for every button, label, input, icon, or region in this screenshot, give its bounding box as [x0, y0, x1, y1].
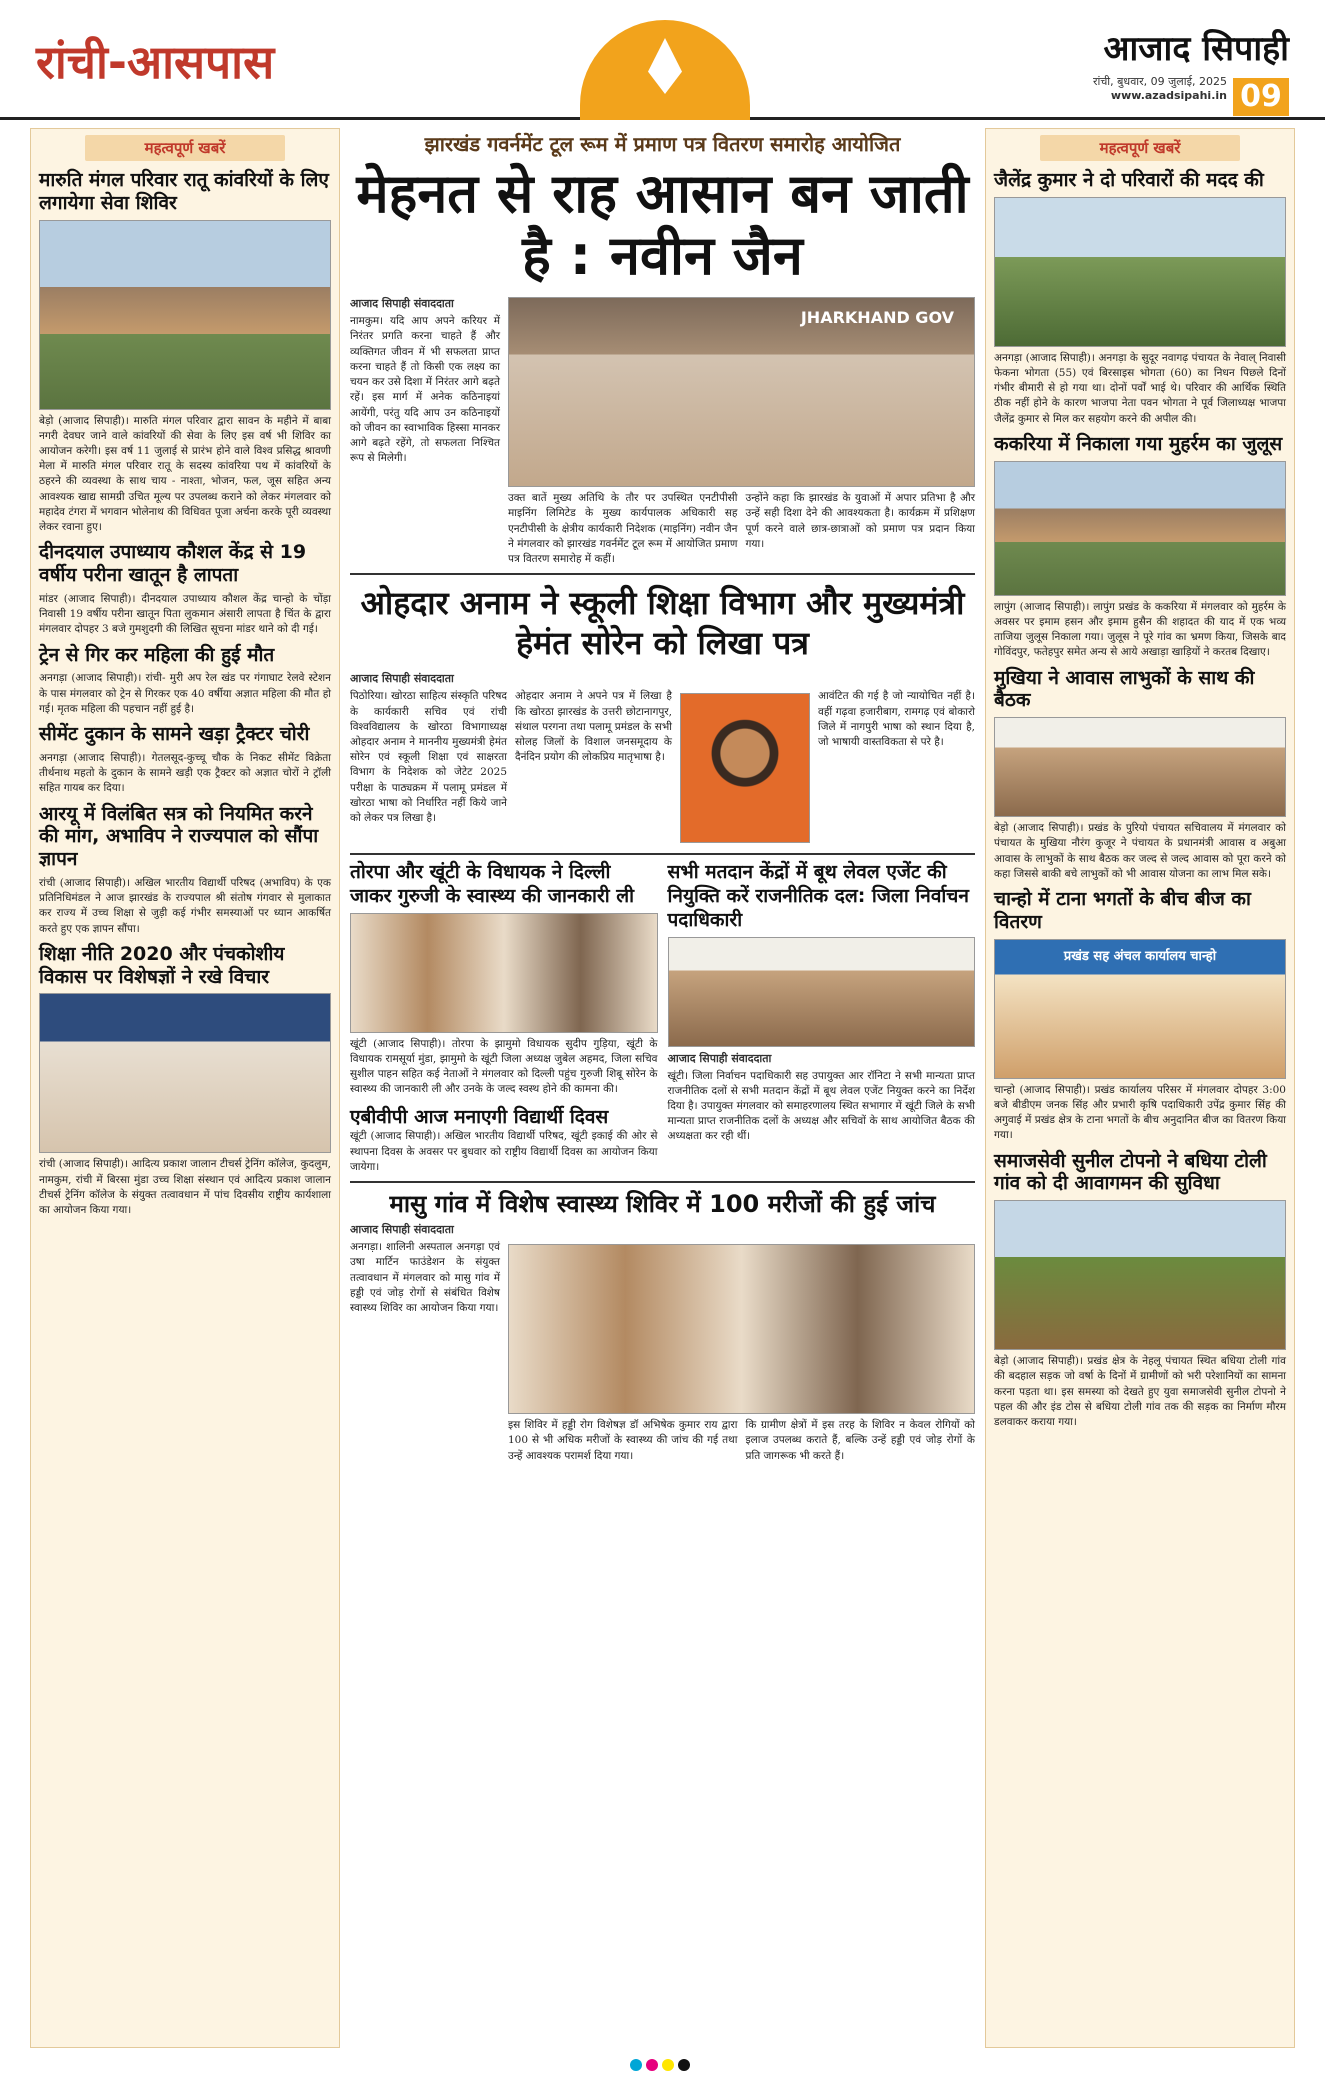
lead-kicker: झारखंड गवर्नमेंट टूल रूम में प्रमाण पत्र वितरण समारोह आयोजित — [424, 132, 901, 156]
story-headline[interactable]: मासु गांव में विशेष स्वास्थ्य शिविर में 100 मरीजों की हुई जांच — [389, 1190, 936, 1219]
byline: आजाद सिपाही संवाददाता — [350, 1223, 454, 1237]
story-body: आवंटित की गई है जो न्यायोचित नहीं है। वहीं गढ़वा हजारीबाग, रामगढ़ एवं बोकारो जिले में नागपुरी भाषा को स्थान दिया है, जो भाषायी वास्तविकता से परे है। — [818, 690, 975, 748]
story-headline[interactable]: सभी मतदान केंद्रों में बूथ लेवल एजेंट की नियुक्ति करें राजनीतिक दल: जिला निर्वाचन पदाधिकारी — [667, 861, 969, 931]
story-body: इस शिविर में हड्डी रोग विशेषज्ञ डॉ अभिषेक कुमार राय द्वारा 100 से भी अधिक मरीजों के स्वास्थ्य की जांच की गई तथा उन्हें आवश्यक परामर्श दिया गया। — [508, 1419, 738, 1462]
story-headline[interactable]: सीमेंट दुकान के सामने खड़ा ट्रैक्टर चोरी — [39, 723, 310, 746]
story-photo — [994, 939, 1286, 1079]
story-photo — [39, 993, 331, 1153]
story-headline[interactable]: चान्हो में टाना भगतों के बीच बीज का वितरण — [994, 888, 1251, 933]
story-body: अनगड़ा (आजाद सिपाही)। रांची- मुरी अप रेल खंड पर गंगाघाट रेलवे स्टेशन के पास मंगलवार को ट्रेन से गिरकर एक 40 वर्षीया अज्ञात महिला की मौत हो गई। मृतक महिला की पहचान नहीं हुई है। — [39, 672, 331, 715]
center-news-column — [350, 128, 975, 2048]
story-body: ओहदार अनाम ने अपने पत्र में लिखा है कि खोरठा झारखंड के उत्तरी छोटानागपुर, संथाल परगना तथा पलामू प्रमंडल के सभी सोलह जिलों के विशाल जनसमूदाय के दैनंदिन प्रयोग की लोकप्रिय मातृभाषा है। — [515, 690, 672, 764]
story-headline[interactable]: मुखिया ने आवास लाभुकों के साथ की बैठक — [994, 666, 1255, 712]
section-title: रांची-आसपास — [36, 35, 275, 89]
lead-body-p1: नामकुम। यदि आप अपने करियर में निरंतर प्रगति करना चाहते हैं और व्यक्तिगत जीवन में भी सफलता प्राप्त करना चाहते हैं तो किसी एक लक्ष्य का चयन कर उसे दिशा में निरंतर आगे बढ़ते रहें। इस मार्ग में अनेक कठिनाइयां आयेंगी, परंतु यदि आप उन कठिनाइयों को जीवन का स्वाभाविक हिस्सा मानकर आगे बढ़ते रहेंगे, तो सफलता निश्चित रूप से मिलेगी। — [350, 315, 500, 465]
story-body: चान्हो (आजाद सिपाही)। प्रखंड कार्यालय परिसर में मंगलवार दोपहर 3:00 बजे बीडीएम जनक सिंह और प्रभारी कृषि पदाधिकारी उपेंद्र कुमार सिंह की अगुवाई में प्रखंड क्षेत्र के टाना भगतों के बीच अनुदानित बीज का वितरण किया गया। — [994, 1083, 1286, 1142]
lead-body-p3: उन्होंने कहा कि झारखंड के युवाओं में अपार प्रतिभा है और उन्हें सही दिशा देने की आवश्यकता है। कार्यक्रम में प्रशिक्षण पूर्ण करने वाले छात्र-छात्राओं को प्रमाण पत्र प्रदान किया गया। — [745, 492, 975, 550]
story-photo — [994, 197, 1286, 347]
story-photo — [39, 220, 331, 410]
story-body: रांची (आजाद सिपाही)। आदित्य प्रकाश जालान टीचर्स ट्रेनिंग कॉलेज, कुदलुम, नामकुम, रांची में बिरसा मुंडा उच्च शिक्षा संस्थान एवं आदित्य प्रकाश जालान टीचर्स ट्रेनिंग कॉलेज के संयुक्त तत्वावधान में पांच दिवसीय राष्ट्रीय कार्यशाला का आयोजन किया गया। — [39, 1158, 331, 1217]
pen-nib-logo — [580, 20, 750, 120]
story-body: बेड़ो (आजाद सिपाही)। मारुति मंगल परिवार द्वारा सावन के महीने में बाबा नगरी देवघर जाने वाले कांवरियों की सेवा के लिए इस वर्ष भी शिविर का आयोजन करेगी। इस वर्ष 11 जुलाई से प्रारंभ होने वाले विश्व प्रसिद्ध श्रावणी मेला में मारुति मंगल परिवार रातू के सदस्य कांवरिया पथ में कांवरियों के ठहरने की व्यवस्था के साथ चाय - नाश्ता, भोजन, फल, जूस सहित अन्य आवश्यक खाद्य सामग्री उचित मूल्य पर उपलब्ध कराने को लेकर मंगलवार को महादेव टंगरा में भगवान भोलेनाथ की विधिवत पूजा अर्चना करके पूरी व्यवस्था लेकर रवाना हुए। — [39, 414, 331, 534]
lead-body-p2: उक्त बातें मुख्य अतिथि के तौर पर उपस्थित एनटीपीसी माइनिंग लिमिटेड के मुख्य कार्यपालक अधिकारी सह एनटीपीसी के क्षेत्रीय कार्यकारी निदेशक (माइनिंग) नवीन जैन ने मंगलवार को झारखंड गवर्नमेंट टूल रूम में आयोजित प्रमाण पत्र वितरण समारोह में कहीं। — [508, 492, 738, 566]
story-headline[interactable]: जैलेंद्र कुमार ने दो परिवारों की मदद की — [994, 169, 1264, 191]
story-photo — [508, 1244, 975, 1414]
black-dot — [678, 2059, 690, 2071]
story-body: पिठोरिया। खोरठा साहित्य संस्कृति परिषद के कार्यकारी सचिव एवं रांची विश्वविद्यालय के खोरठा विभागाध्यक्ष ओहदार अनाम ने माननीय मुख्यमंत्री हेमंत सोरेन एवं स्कूली शिक्षा एवं साक्षरता विभाग के निदेशक को जेटेट 2025 परीक्षा के पाठ्यक्रम में पलामू प्रमंडल में खोरठा भाषा को निर्धारित नहीं किये जाने को लेकर पत्र लिखा है। — [350, 690, 507, 825]
divider — [350, 1181, 975, 1183]
story-body: अनगड़ा। शालिनी अस्पताल अनगड़ा एवं उषा मार्टिन फाउंडेशन के संयुक्त तत्वावधान में मंगलवार को मासु गांव में हड्डी एवं जोड़ रोगों से संबंधित विशेष स्वास्थ्य शिविर का आयोजन किया गया। — [350, 1241, 500, 1314]
pen-nib-icon — [648, 38, 682, 94]
lead-photo — [508, 297, 975, 487]
story-headline[interactable]: ट्रेन से गिर कर महिला की हुई मौत — [39, 643, 275, 666]
important-news-badge: महत्वपूर्ण खबरें — [85, 135, 285, 161]
magenta-dot — [646, 2059, 658, 2071]
story-body: खूंटी। जिला निर्वाचन पदाधिकारी सह उपायुक्त आर रॉनिटा ने सभी मान्यता प्राप्त राजनीतिक दलों से सभी मतदान केंद्रों में बूथ लेवल एजेंट नियुक्त करने का निर्देश दिया है। उपायुक्त मंगलवार को समाहरणालय स्थित सभागार में खूंटी जिले के सभी मान्यता प्राप्त राजनीतिक दलों के अध्यक्ष और सचिवों के साथ आयोजित बैठक की अध्यक्षता कर रही थीं। — [667, 1069, 975, 1143]
byline: आजाद सिपाही संवाददाता — [350, 297, 454, 311]
story-photo — [350, 913, 658, 1033]
website-link[interactable]: www.azadsipahi.in — [1110, 89, 1227, 102]
story-headline[interactable]: ओहदार अनाम ने स्कूली शिक्षा विभाग और मुख्यमंत्री हेमंत सोरेन को लिखा पत्र — [360, 584, 965, 663]
story-body: अनगड़ा (आजाद सिपाही)। गेतलसूद-कुच्चू चौक के निकट सीमेंट विक्रेता तीर्थनाथ महतो के दुकान के सामने खड़ी एक ट्रैक्टर को अज्ञात चोरों ने ट्रॉली सहित गायब कर दिया। — [39, 751, 331, 795]
left-news-column — [30, 128, 340, 2048]
byline: आजाद सिपाही संवाददाता — [350, 672, 454, 686]
story-photo — [994, 717, 1286, 817]
story-headline[interactable]: ककरिया में निकाला गया मुहर्रम का जुलूस — [994, 432, 1283, 455]
story-body: कि ग्रामीण क्षेत्रों में इस तरह के शिविर न केवल रोगियों को इलाज उपलब्ध कराते हैं, बल्कि उन्हें हड्डी एवं जोड़ रोगों के प्रति जागरूक भी करते हैं। — [745, 1419, 975, 1462]
page-number: 09 — [1233, 78, 1289, 116]
divider — [350, 573, 975, 575]
story-headline[interactable]: आरयू में विलंबित सत्र को नियमित करने की मांग, अभाविप ने राज्यपाल को सौंपा ज्ञापन — [39, 802, 319, 871]
story-headline[interactable]: एबीवीपी आज मनाएगी विद्यार्थी दिवस — [350, 1105, 609, 1128]
banner-text: प्रखंड सह अंचल कार्यालय चान्हो — [1063, 948, 1217, 964]
story-headline[interactable]: समाजसेवी सुनील टोपनो ने बधिया टोली गांव को दी आवागमन की सुविधा — [994, 1149, 1267, 1195]
photo-sign-text: JHARKHAND GOV — [800, 308, 954, 328]
paper-name: आजाद सिपाही — [1103, 29, 1289, 69]
story-body: मांडर (आजाद सिपाही)। दीनदयाल उपाध्याय कौशल केंद्र चान्हो के चोंड़ा निवासी 19 वर्षीय परीना खातून पिता लुकमान अंसारी लापता है चिंत के द्वारा मंगलवार दोपहर 3 बजे गुमशुदगी की लिखित सूचना मांडर थाने को दी गई। — [39, 592, 331, 636]
story-photo — [994, 461, 1286, 596]
story-photo — [668, 937, 976, 1047]
story-headline[interactable]: शिक्षा नीति 2020 और पंचकोशीय विकास पर विशेषज्ञों ने रखे विचार — [39, 942, 285, 988]
story-headline[interactable]: मारुति मंगल परिवार रातू कांवरियों के लिए लगायेगा सेवा शिविर — [39, 169, 329, 214]
masthead-header — [0, 0, 1325, 120]
yellow-dot — [662, 2059, 674, 2071]
lead-headline[interactable]: मेहनत से राह आसान बन जाती है : नवीन जैन — [356, 162, 969, 288]
story-body: बेड़ो (आजाद सिपाही)। प्रखंड क्षेत्र के नेहलू पंचायत स्थित बधिया टोली गांव की बदहाल सड़क जो वर्षा के दिनों में ग्रामीणों को भरी परेशानियों का सामना करना पड़ता था। इस समस्या को देखते हुए युवा समाजसेवी सुनील टोपनो ने पहल की और इंड टोस से बधिया टोली गांव तक की सड़क का निर्माण मौरम डलवाकर कराया गया। — [994, 1355, 1286, 1428]
story-body: अनगड़ा (आजाद सिपाही)। अनगड़ा के सुदूर नवागढ़ पंचायत के नेवाल् निवासी फेकना भोगता (55) एवं बिरसाइस भोगता (60) का निधन पिछले दिनों गंभीर बीमारी से हो गया था। दोनों पर्वों भाई थे। परिवार की आर्थिक स्थिति ठीक नहीं होने के कारण भाजपा नेता पवन भोगता ने पूर्व जिलाध्यक्ष भाजपा जैलेंद्र कुमार से मिल कर सहयोग करने की अपील की। — [994, 351, 1286, 425]
byline: आजाद सिपाही संवाददाता — [667, 1051, 772, 1065]
story-body: रांची (आजाद सिपाही)। अखिल भारतीय विद्यार्थी परिषद (अभाविप) के एक प्रतिनिधिमंडल ने आज झारखंड के राज्यपाल श्री संतोष गंगवार से मुलाकात कर राज्य में उच्च शिक्षा से जुड़ी कई गंभीर समस्याओं पर ध्यान आकर्षित करते हुए एक ज्ञापन सौंपा। — [39, 876, 331, 935]
story-body: खूंटी (आजाद सिपाही)। तोरपा के झामुमो विधायक सुदीप गुड़िया, खूंटी के विधायक रामसूर्या मुंडा, झामुमो के खूंटी जिला अध्यक्ष जुबेल अहमद, जिला सचिव सुशील पाहन सहित कई नेताओं ने मंगलवार को दिल्ली पहुंच गुरुजी शिबू सोरेन के स्वास्थ्य की जानकारी ली और उनके के जल्द स्वस्थ होने की कामना की। — [350, 1037, 658, 1096]
cyan-dot — [630, 2059, 642, 2071]
divider — [350, 853, 975, 855]
story-headline[interactable]: दीनदयाल उपाध्याय कौशल केंद्र से 19 वर्षीय परीना खातून है लापता — [39, 541, 307, 587]
story-body: खूंटी (आजाद सिपाही)। अखिल भारतीय विद्यार्थी परिषद, खूंटी इकाई की ओर से स्थापना दिवस के अवसर पर बुधवार को राष्ट्रीय विद्यार्थी दिवस का आयोजन किया जायेगा। — [350, 1130, 658, 1173]
story-body: लापुंग (आजाद सिपाही)। लापुंग प्रखंड के ककरिया में मंगलवार को मुहर्रम के अवसर पर इमाम हसन और इमाम हुसैन की शहादत की याद में एक भव्य ताजिया जुलूस निकाला गया। जुलूस ने पूरे गांव का भ्रमण किया, जिसके बाद गोविंदपुर, फतेहपुर समेत अन्य से आये अखाड़ा खाड़ियों ने करतब दिखाए। — [994, 600, 1286, 659]
story-headline[interactable]: तोरपा और खूंटी के विधायक ने दिल्ली जाकर गुरुजी के स्वास्थ्य की जानकारी ली — [350, 861, 635, 908]
color-registration-marks — [0, 2057, 1325, 2073]
right-news-column — [985, 128, 1295, 2048]
date-line: रांची, बुधवार, 09 जुलाई, 2025 — [1092, 75, 1227, 88]
important-news-badge: महत्वपूर्ण खबरें — [1040, 135, 1240, 161]
story-photo — [994, 1200, 1286, 1350]
story-body: बेड़ो (आजाद सिपाही)। प्रखंड के पुरियो पंचायत सचिवालय में मंगलवार को पंचायत के मुखिया नौरंग कुजूर ने पंचायत के प्रधानमंत्री आवास व अबुआ आवास के लाभुकों के साथ बैठक कर जल्द से जल्द आवास को पूरा करने को कहा जिससे बाकी बचे लाभुकों को भी आवास योजना का लाभ मिल सके। — [994, 822, 1286, 880]
portrait-photo — [680, 693, 810, 843]
